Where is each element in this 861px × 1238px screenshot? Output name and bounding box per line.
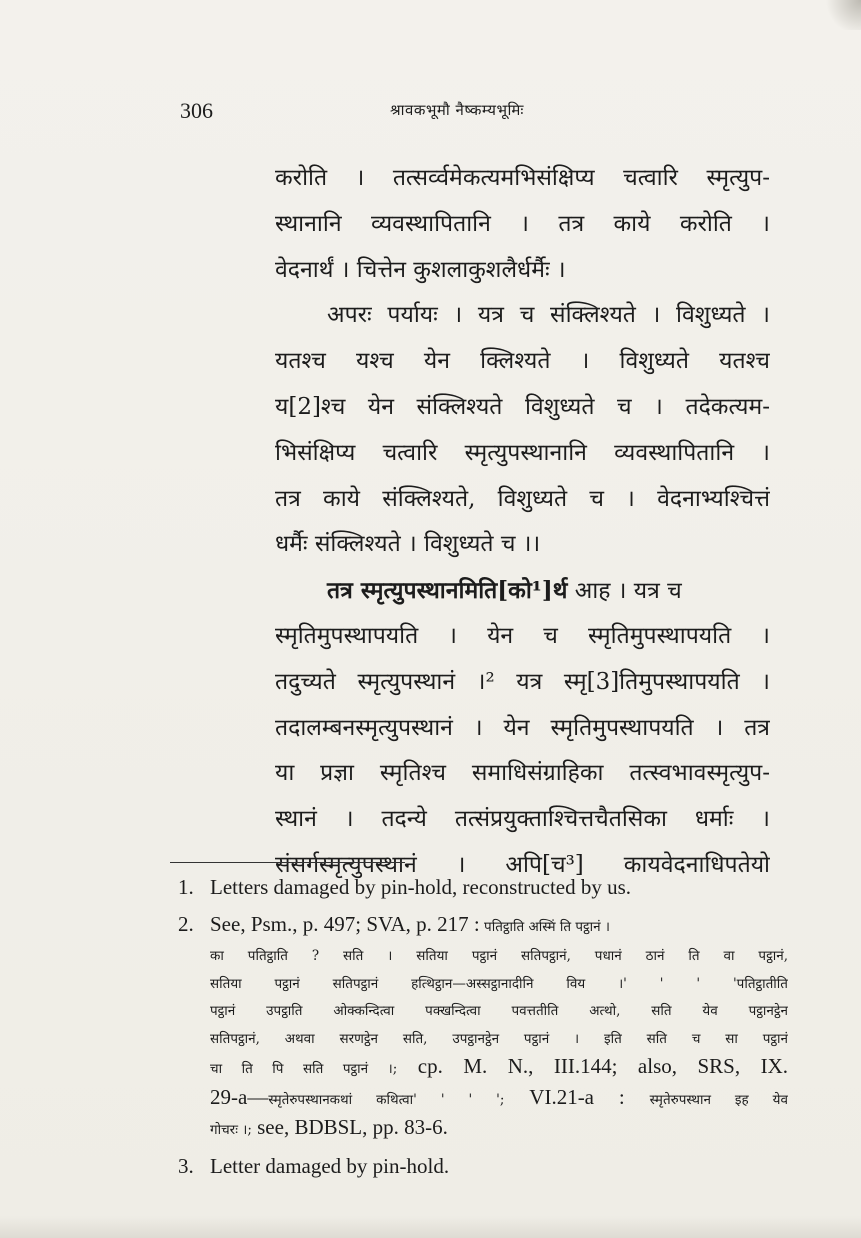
text-line: करोति । तत्सर्व्वमेकत्यमभिसंक्षिप्य चत्वारि स्मृत्युप-: [275, 165, 770, 191]
footnote-number: 2.: [178, 912, 194, 936]
footnote-text: Letters damaged by pin-hold, reconstructed by us.: [210, 875, 632, 899]
text-line: धर्मैः संक्लिश्यते । विशुध्यते च ।।: [275, 531, 541, 558]
bold-phrase: तत्र स्मृत्युपस्थानमिति[को¹]र्थ: [327, 577, 568, 605]
footnote-number: 1.: [178, 875, 194, 899]
pali-quote-line: सतिपट्ठानं, अथवा सरणट्ठेन सति, उपट्ठानट्ठेन पट्ठानं । इति सति च सा पट्ठानं: [210, 1030, 788, 1047]
footnote-divider: [170, 862, 405, 863]
pali-quote-line: का पतिट्ठाति ? सति । सतिया पट्ठानं सतिपट्ठानं, पधानं ठानं ति वा पट्ठानं,: [210, 948, 788, 964]
text-line: भिसंक्षिप्य चत्वारि स्मृत्युपस्थानानि व्यवस्थापितानि ।: [275, 439, 770, 466]
text-line: संसर्गस्मृत्युपस्थानं । अपि[च³] कायवेदनाधिपतेयो: [275, 851, 770, 878]
citation-text: See, Psm., p. 497; SVA, p. 217 :: [210, 912, 480, 936]
text-line: स्मृतिमुपस्थापयति । येन च स्मृतिमुपस्थापयति ।: [275, 622, 770, 649]
pali-quote: चा ति पि सति पट्ठानं ।;: [210, 1061, 398, 1077]
sanskrit-quote: गोचरः ।;: [210, 1122, 252, 1138]
text-line: स्थानं । तदन्ये तत्संप्रयुक्ताश्चित्तचैतसिका धर्माः ।: [275, 806, 770, 833]
text-line: तदुच्यते स्मृत्युपस्थानं ।² यत्र स्मृ[3]तिमुपस्थापयति ।: [275, 668, 770, 695]
sanskrit-quote: स्मृतेरुपस्थानकथां कथित्वा' ' ' ';: [268, 1091, 505, 1108]
text-line: स्थानानि व्यवस्थापितानि । तत्र काये करोति ।: [275, 210, 770, 237]
footnote-line: [210, 909, 788, 943]
citation-text: cp. M. N., III.144; also, SRS, IX.: [397, 1054, 788, 1078]
citation-text: VI.21-a :: [504, 1084, 650, 1109]
footnote-text: Letter damaged by pin-hold.: [210, 1153, 450, 1178]
footnote-number: 3.: [178, 1153, 194, 1178]
footnote-2: [178, 909, 788, 1145]
citation-text: 29-a—: [210, 1084, 269, 1109]
page-bottom-edge: [0, 1216, 861, 1238]
text-line: तदालम्बनस्मृत्युपस्थानं । येन स्मृतिमुपस्थापयति । तत्र: [275, 714, 770, 741]
sanskrit-quote: स्मृतेरुपस्थान इह येव: [649, 1091, 788, 1108]
footnotes: [178, 872, 788, 1182]
pali-quote-line: सतिया पट्ठानं सतिपट्ठानं हत्थिट्ठान—अस्सट्ठानादीनि विय ।' ' ' 'पतिट्ठातीति: [210, 975, 788, 992]
pali-quote-line: पट्ठानं उपट्ठाति ओक्कन्दित्वा पक्खन्दित्वा पवत्ततीति अत्थो, सति येव पट्ठानट्ठेन: [210, 1003, 788, 1019]
text-line: अपरः पर्यायः । यत्र च संक्लिश्यते । विशुध्यते ।: [327, 302, 770, 329]
text-line: तत्र काये संक्लिश्यते, विशुध्यते च । वेदनाभ्यश्चित्तं: [275, 485, 770, 512]
citation-text: see, BDBSL, pp. 83-6.: [251, 1115, 448, 1139]
text-line: [275, 568, 770, 614]
page-number: 306: [180, 98, 213, 123]
text-line: वेदनार्थं । चित्तेन कुशलाकुशलैर्धर्मैः ।: [275, 256, 566, 283]
text-line: यतश्च यश्च येन क्लिश्यते । विशुध्यते यतश्च: [275, 348, 770, 375]
footnote-line: [210, 1053, 788, 1084]
page-corner-shadow: [821, 0, 861, 30]
running-head: श्रावकभूमौ नैष्कम्यभूमिः: [390, 101, 524, 119]
footnote-1: [178, 872, 788, 903]
pali-quote: पतिट्ठाति अस्मिं ति पट्ठानं ।: [479, 919, 611, 935]
text-fragment: आह । यत्र च: [567, 578, 682, 605]
footnote-3: [178, 1151, 788, 1182]
main-text: [275, 156, 770, 889]
page-header: [180, 96, 780, 128]
text-line: य[2]श्च येन संक्लिश्यते विशुध्यते च । तदेकत्यम-: [275, 393, 770, 420]
footnote-line: [210, 1114, 788, 1145]
text-line: या प्रज्ञा स्मृतिश्च समाधिसंग्राहिका तत्स्वभावस्मृत्युप-: [275, 760, 770, 787]
footnote-line: [210, 1084, 788, 1115]
